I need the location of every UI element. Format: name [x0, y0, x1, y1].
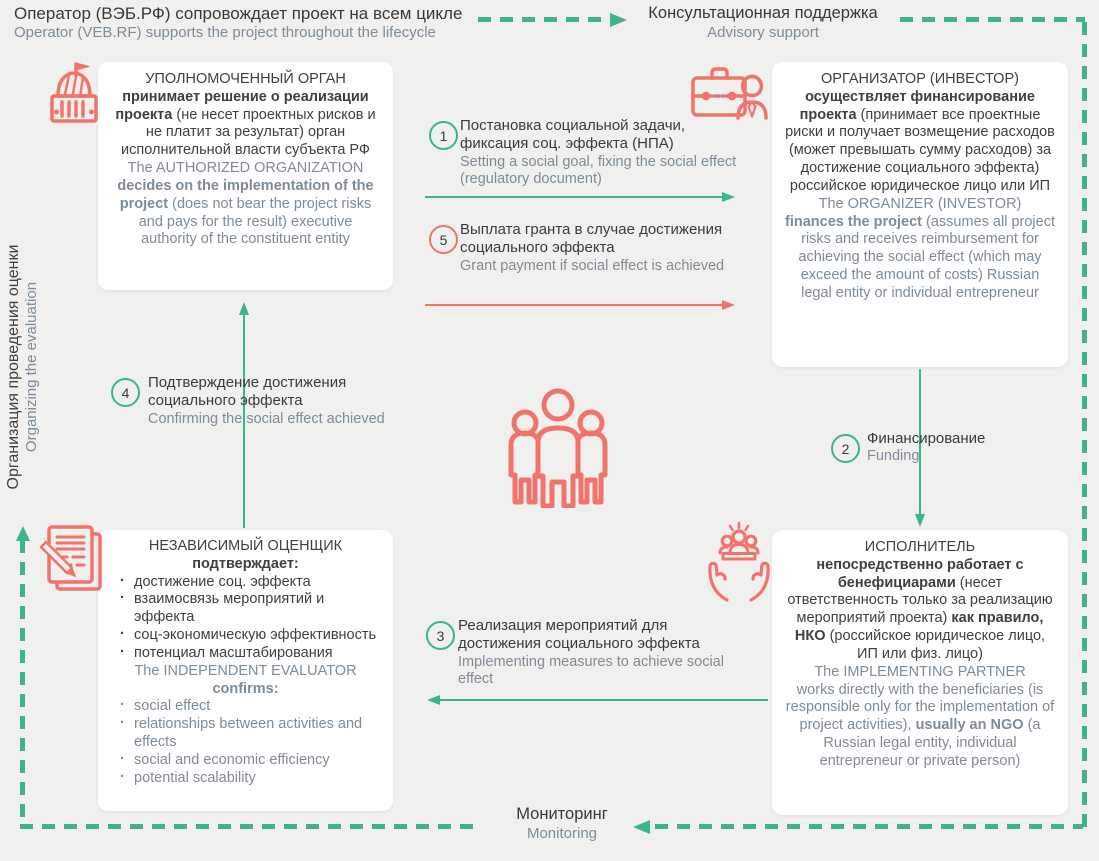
- step-5-badge: 5: [429, 225, 458, 254]
- bullet-item: · достижение соц. эффекта: [118, 574, 379, 592]
- bullet-item: · potential scalability: [118, 770, 379, 788]
- right-edge-dashed-line: [1082, 22, 1087, 829]
- evaluator-title-ru: НЕЗАВИСИМЫЙ ОЦЕНЩИК: [148, 538, 343, 554]
- step-4-text: [148, 374, 388, 428]
- side-label-ru: Организация проведения оценки: [5, 244, 22, 490]
- step-3-badge: 3: [426, 621, 455, 650]
- advisory-support-label: [628, 4, 898, 43]
- operator-label-en: Operator (VEB.RF) supports the project throughout the lifecycle: [14, 24, 436, 42]
- step-2-ru: Финансирование: [867, 430, 986, 447]
- step-3-arrow-line: [432, 699, 768, 701]
- step-3-en: Implementing measures to achieve social effect: [458, 653, 724, 688]
- step-1-arrowhead-icon: [722, 192, 735, 202]
- step-3-arrowhead-icon: [427, 695, 440, 705]
- top-right-dashed-line: [900, 17, 1085, 22]
- bullet-item: · relationships between activities and effects: [118, 716, 379, 752]
- step-1-ru: Постановка социальной задачи, фиксация соц. эффекта (НПА): [460, 117, 686, 153]
- monitoring-label: [487, 805, 637, 844]
- implementer-body-en: works directly with the beneficiaries (is responsible only for the implementation of project activities), usually an NGO (a Russian legal entity, individual entrepreneur or private person): [785, 681, 1055, 769]
- organizer-body-en: finances the project (assumes all project risks and receives reimbursement for achieving the social effect (which may exceed the amount of costs) Russian legal entity or individual entrepreneur: [785, 213, 1055, 301]
- people-group-icon: [498, 380, 618, 508]
- document-pen-icon: [34, 522, 110, 598]
- organizer-title-en: The ORGANIZER (INVESTOR): [818, 195, 1022, 212]
- step-1-en: Setting a social goal, fixing the social effect (regulatory document): [460, 153, 737, 188]
- government-building-icon: [36, 60, 112, 126]
- side-label-en: Organizing the evaluation: [23, 281, 40, 453]
- implementer-body-ru: непосредственно работает с бенефициарами (несет ответственность только за реализацию мероприятий проекта) как правило, НКО (российское юридическое лицо, ИП или физ. лицо): [787, 556, 1053, 662]
- step-5-arrowhead-icon: [722, 300, 735, 310]
- evaluator-title-en: The INDEPENDENT EVALUATOR: [134, 662, 357, 679]
- implementing-partner-box: [772, 530, 1068, 815]
- monitoring-dashed-line-left: [20, 824, 482, 829]
- advisory-arrowhead-icon: [610, 13, 627, 27]
- step-5-ru: Выплата гранта в случае достижения социального эффекта: [460, 221, 723, 257]
- independent-evaluator-box: [98, 530, 393, 811]
- operator-header: [14, 4, 484, 43]
- evaluation-side-label: [5, 202, 51, 532]
- hands-holding-people-icon: [696, 520, 782, 604]
- evaluator-confirms-en: confirms:: [212, 680, 279, 697]
- monitoring-dashed-line-right: [655, 824, 1083, 829]
- step-5-arrow-line: [425, 304, 724, 306]
- evaluator-confirms-ru: подтверждает:: [192, 555, 299, 572]
- step-1-arrow-line: [425, 196, 724, 198]
- operator-label-ru: Оператор (ВЭБ.РФ) сопровождает проект на всем цикле: [14, 4, 463, 23]
- step-2-text: [867, 430, 1067, 466]
- authorized-title-en: The AUTHORIZED ORGANIZATION: [127, 160, 364, 177]
- evaluator-bullets-en: [112, 698, 379, 787]
- authorized-title-ru: УПОЛНОМОЧЕННЫЙ ОРГАН: [145, 71, 346, 87]
- implementer-title-ru: ИСПОЛНИТЕЛЬ: [864, 539, 976, 555]
- implementer-title-en: The IMPLEMENTING PARTNER: [814, 663, 1026, 680]
- step-5-en: Grant payment if social effect is achieved: [460, 257, 725, 274]
- authorized-organization-box: [98, 62, 393, 290]
- bullet-item: · social and economic efficiency: [118, 752, 379, 770]
- step-4-en: Confirming the social effect achieved: [148, 410, 385, 427]
- advisory-dashed-line: [478, 17, 610, 22]
- step-1-badge: 1: [429, 121, 458, 150]
- step-2-badge: 2: [831, 434, 860, 463]
- authorized-body-en: decides on the implementation of the project (does not bear the project risks and pays for the result) executive authority of the constituent entity: [117, 177, 374, 248]
- step-3-text: [458, 617, 750, 689]
- advisory-label-ru: Консультационная поддержка: [648, 4, 878, 22]
- bullet-item: · взаимосвязь мероприятий и эффекта: [118, 591, 379, 627]
- organizer-investor-box: [772, 62, 1068, 367]
- step-4-badge: 4: [111, 378, 140, 407]
- bullet-item: · потенциал масштабирования: [118, 645, 379, 663]
- step-3-ru: Реализация мероприятий для достижения социального эффекта: [458, 617, 700, 653]
- bullet-item: · social effect: [118, 698, 379, 716]
- authorized-body-ru: принимает решение о реализации проекта (не несет проектных рисков и не платит за результат) орган исполнительной власти субъекта РФ: [115, 88, 376, 159]
- organizer-body-ru: осуществляет финансирование проекта (принимает все проектные риски и получает возмещение расходов (может превышать сумму расходов) за достижение социального эффекта) российское юридическое лицо или ИП: [785, 88, 1055, 194]
- organizer-title-ru: ОРГАНИЗАТОР (ИНВЕСТОР): [821, 71, 1019, 87]
- monitoring-label-ru: Мониторинг: [516, 805, 608, 823]
- step-4-ru: Подтверждение достижения социального эффекта: [148, 374, 347, 410]
- bullet-item: · соц-экономическую эффективность: [118, 627, 379, 645]
- step-2-arrowhead-icon: [915, 514, 925, 527]
- step-2-en: Funding: [867, 448, 920, 465]
- evaluator-bullets-ru: [112, 574, 379, 663]
- advisory-label-en: Advisory support: [707, 23, 819, 41]
- step-1-text: [460, 117, 742, 189]
- left-edge-dashed-line: [20, 540, 25, 829]
- monitoring-label-en: Monitoring: [526, 824, 598, 842]
- step-5-text: [460, 221, 750, 275]
